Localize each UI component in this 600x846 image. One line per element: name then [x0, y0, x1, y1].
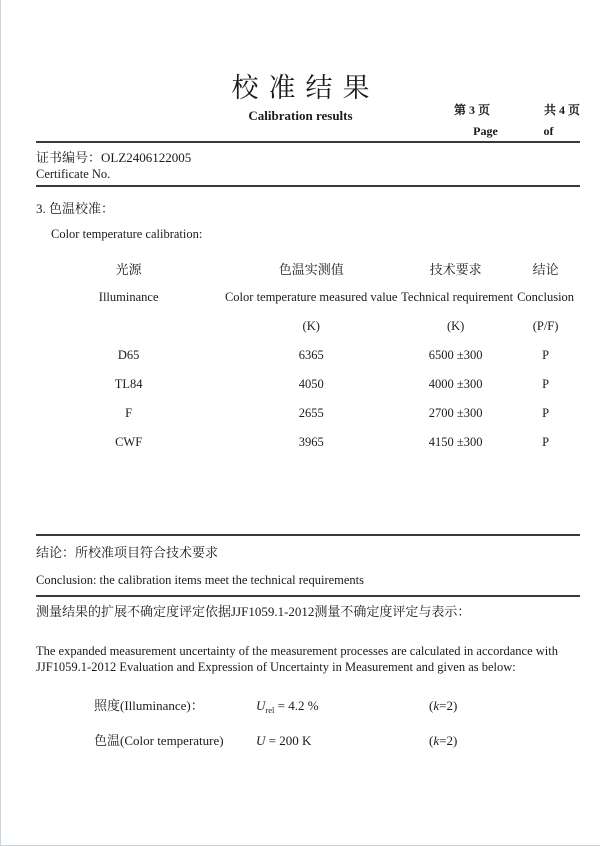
divider-uncertainty	[36, 595, 580, 597]
col-header-unit: (K)	[302, 319, 320, 333]
table-row	[36, 428, 581, 457]
conclusion-zh: 结论：所校准项目符合技术要求	[36, 545, 219, 560]
table-row	[36, 370, 581, 399]
page-number-zh: 第 3 页	[454, 103, 491, 117]
col-header-unit	[36, 312, 221, 341]
coverage-factor	[429, 732, 457, 749]
col-header-unit: (P/F)	[532, 319, 559, 333]
cell-result: P	[542, 377, 550, 391]
cell-requirement: 6500 ±300	[428, 348, 483, 362]
col-header-en: Color temperature measured value	[224, 290, 398, 304]
uncertainty-label: 照度(Illuminance)：	[94, 698, 204, 713]
certificate-number: OLZ2406122005	[101, 150, 192, 165]
certificate-label-en: Certificate No.	[36, 167, 111, 181]
col-header-zh: 结论	[532, 262, 559, 277]
uncertainty-value	[256, 732, 429, 754]
table-header-row-en	[36, 283, 581, 312]
cell-requirement: 4000 ±300	[428, 377, 483, 391]
pages-total-zh: 共 4 页	[543, 103, 580, 117]
table-header-row-zh	[36, 254, 581, 283]
coverage-factor	[429, 697, 457, 714]
cell-measured: 2655	[298, 406, 324, 420]
cell-source: F	[125, 406, 133, 420]
uncertainty-value	[256, 697, 429, 719]
coverage-k: k	[433, 733, 440, 748]
of-label-en: of	[543, 124, 554, 138]
section-heading-zh: 3. 色温校准：	[36, 201, 115, 216]
col-header-en: Technical requirement	[401, 290, 514, 304]
table-row	[36, 341, 581, 370]
coverage-rest: =2)	[439, 733, 458, 748]
cell-measured: 6365	[298, 348, 324, 362]
uncertainty-amount: = 4.2 %	[274, 698, 319, 713]
section-heading-en: Color temperature calibration:	[51, 227, 203, 241]
page-title: 校准结果	[231, 73, 380, 103]
col-header-zh: 技术要求	[429, 262, 482, 277]
coverage-k: k	[433, 698, 440, 713]
col-header-zh: 色温实测值	[278, 262, 344, 277]
uncertainty-statement-zh: 测量结果的扩展不确定度评定依据JJF1059.1-2012测量不确定度评定与表示：	[36, 604, 471, 619]
table-row	[36, 399, 581, 428]
col-header-en: Illuminance	[98, 290, 159, 304]
certificate-label-zh: 证书编号：	[36, 150, 102, 165]
cell-source: TL84	[114, 377, 143, 391]
table-header-row-units	[36, 312, 581, 341]
page-label-en: Page	[473, 124, 498, 138]
coverage-rest: =2)	[439, 698, 458, 713]
divider-certificate	[36, 185, 580, 187]
uncertainty-subscript: rel	[265, 705, 275, 715]
cell-source: D65	[117, 348, 140, 362]
page-number-row-zh	[454, 101, 580, 118]
uncertainty-statement-en: The expanded measurement uncertainty of the measurement processes are calculated in accordance with JJF1059.1-2012 Evaluation and Expression of Uncertainty in Measurement and given as below:	[36, 644, 558, 674]
uncertainty-label: 色温(Color temperature)	[94, 733, 224, 748]
cell-measured: 4050	[298, 377, 324, 391]
cell-measured: 3965	[298, 435, 324, 449]
cell-result: P	[542, 435, 550, 449]
page-number-row-en	[454, 124, 580, 139]
col-header-zh: 光源	[115, 262, 142, 277]
calibration-table	[36, 254, 581, 457]
uncertainty-row-illuminance	[36, 697, 580, 719]
col-header-unit: (K)	[446, 319, 465, 333]
divider-top	[36, 141, 580, 143]
uncertainty-symbol: U	[256, 698, 266, 713]
coverage-open: (	[429, 698, 434, 713]
col-header-en: Conclusion	[517, 290, 575, 304]
uncertainty-row-color-temperature	[36, 732, 580, 754]
uncertainty-amount: = 200 K	[265, 733, 312, 748]
divider-conclusion-top	[36, 534, 580, 536]
cell-result: P	[542, 406, 550, 420]
conclusion-en: Conclusion: the calibration items meet the technical requirements	[36, 573, 365, 587]
cell-source: CWF	[115, 435, 143, 449]
uncertainty-symbol: U	[256, 733, 266, 748]
page-number-block	[454, 101, 580, 139]
cell-requirement: 2700 ±300	[428, 406, 483, 420]
cell-result: P	[542, 348, 550, 362]
page-title-en: Calibration results	[248, 108, 353, 123]
certificate-number-line	[36, 149, 580, 166]
cell-requirement: 4150 ±300	[428, 435, 483, 449]
coverage-open: (	[429, 733, 434, 748]
